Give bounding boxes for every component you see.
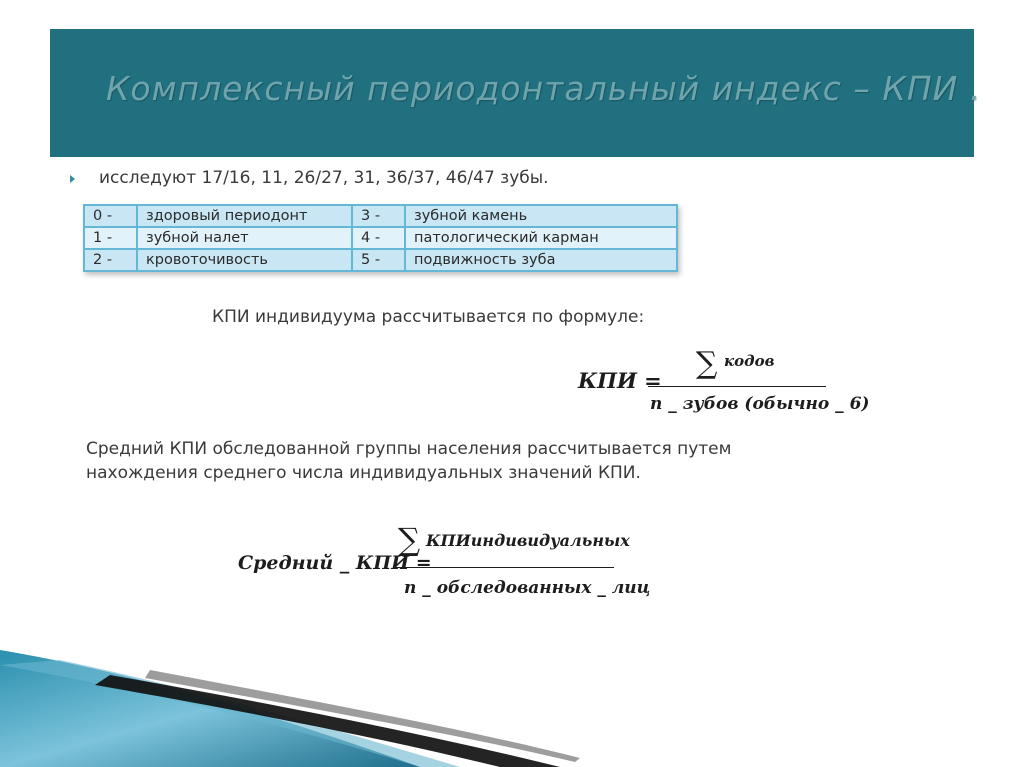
paragraph: Средний КПИ обследованной группы населения рассчитывается путем нахождения среднего числа индивидуальных значений КПИ. [86, 439, 732, 483]
formula-lhs: Средний _ КПИ = [238, 552, 432, 574]
sum-symbol: ∑ [398, 522, 421, 558]
codes-table [83, 204, 678, 272]
formula-lead-text: КПИ индивидуума рассчитывается по формуле: [212, 307, 645, 327]
sum-symbol: ∑ [696, 346, 718, 381]
individual-kpi-formula [578, 346, 870, 425]
table-row [84, 205, 677, 227]
code-cell: 2 - [84, 249, 137, 271]
formula-denominator: n _ обследованных _ лиц [404, 578, 651, 598]
description-cell: подвижность зуба [405, 249, 677, 271]
fraction-line [396, 567, 614, 568]
description-cell: кровоточивость [137, 249, 352, 271]
formula-numerator: кодов [724, 352, 775, 370]
description-cell: зубной налет [137, 227, 352, 249]
group-kpi-formula [238, 522, 651, 610]
table-row [84, 249, 677, 271]
code-cell: 0 - [84, 205, 137, 227]
code-cell: 1 - [84, 227, 137, 249]
description-cell: зубной камень [405, 205, 677, 227]
formula-numerator: КПИиндивидуальных [426, 531, 630, 550]
description-cell: патологический карман [405, 227, 677, 249]
formula-denominator: n _ зубов (обычно _ 6) [650, 394, 870, 414]
code-cell: 3 - [352, 205, 405, 227]
fraction-line [648, 386, 826, 387]
formula-lhs: КПИ = [578, 368, 662, 393]
title-band [50, 29, 982, 157]
bullet-arrow-icon [70, 175, 75, 183]
code-cell: 5 - [352, 249, 405, 271]
code-cell: 4 - [352, 227, 405, 249]
description-cell: здоровый периодонт [137, 205, 352, 227]
bullet-text: исследуют 17/16, 11, 26/27, 31, 36/37, 46/47 зубы. [99, 168, 549, 188]
table-row [84, 227, 677, 249]
decorative-swoosh [0, 630, 1024, 767]
slide-title: Комплексный периодонтальный индекс – КПИ . [106, 69, 982, 108]
